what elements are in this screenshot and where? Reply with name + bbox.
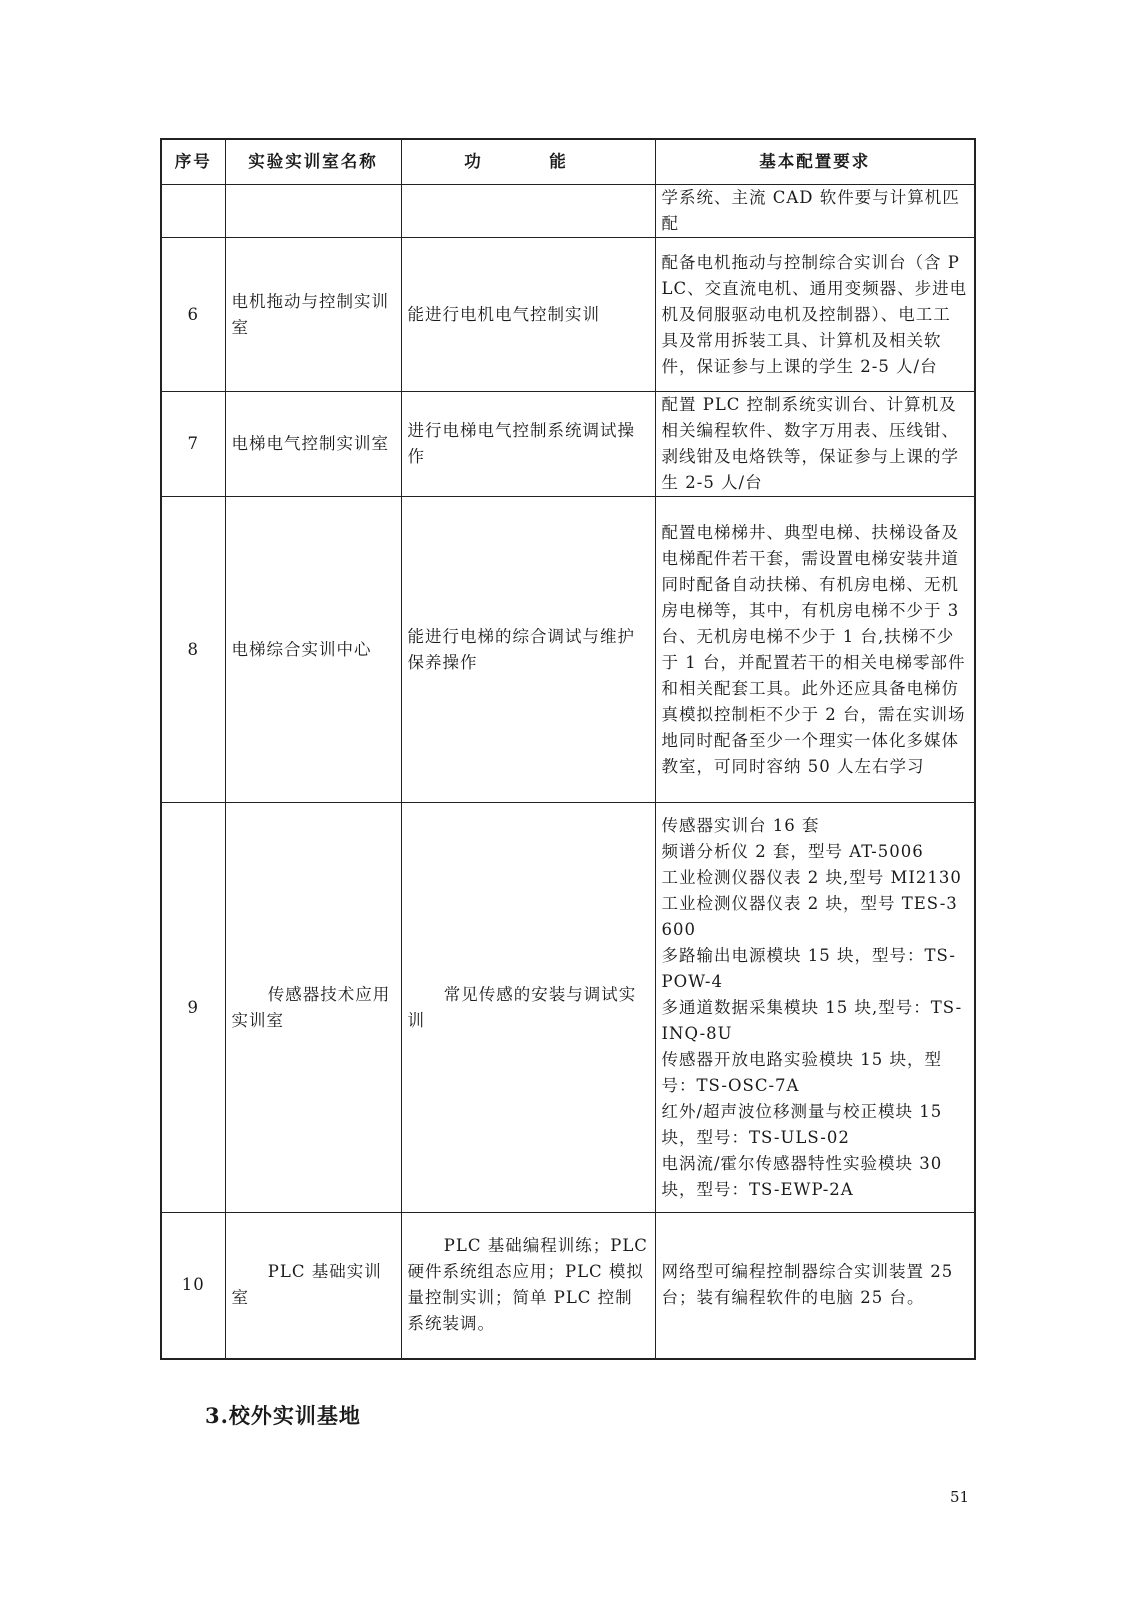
page-number: 51 <box>950 1488 970 1506</box>
row-function: PLC 基础编程训练；PLC 硬件系统组态应用；PLC 模拟量控制实训；简单 PLC 控制系统装调。 <box>401 1213 655 1359</box>
row-name: 电梯电气控制实训室 <box>225 392 401 497</box>
section-heading: 3.校外实训基地 <box>205 1403 361 1428</box>
table-row <box>161 238 975 392</box>
table-row <box>161 497 975 803</box>
row-function: 能进行电梯的综合调试与维护保养操作 <box>401 497 655 803</box>
header-no: 序号 <box>161 139 225 185</box>
table-row <box>161 392 975 497</box>
row-function: 能进行电机电气控制实训 <box>401 238 655 392</box>
row-no: 6 <box>161 238 225 392</box>
table-row <box>161 803 975 1213</box>
row-function: 进行电梯电气控制系统调试操作 <box>401 392 655 497</box>
row-no <box>161 185 225 238</box>
requirement-line: 配备电机拖动与控制综合实训台（含 PLC、交直流电机、通用变频器、步进电机及伺服驱动电机及控制器）、电工工具及常用拆装工具、计算机及相关软件，保证参与上课的学生 2-5 人/台 <box>661 252 968 376</box>
row-requirements <box>655 803 975 1213</box>
row-no: 10 <box>161 1213 225 1359</box>
row-no: 7 <box>161 392 225 497</box>
lab-configuration-table <box>160 138 976 1360</box>
requirement-line: 红外/超声波位移测量与校正模块 15 块，型号：TS-ULS-02 <box>661 1101 943 1147</box>
row-requirements <box>655 497 975 803</box>
requirement-line: 传感器实训台 16 套 <box>661 815 820 835</box>
requirement-line: 电涡流/霍尔传感器特性实验模块 30 块，型号：TS-EWP-2A <box>661 1153 943 1199</box>
row-name: PLC 基础实训室 <box>225 1213 401 1359</box>
row-no: 9 <box>161 803 225 1213</box>
row-requirements <box>655 238 975 392</box>
header-requirements: 基本配置要求 <box>655 139 975 185</box>
row-name: 电梯综合实训中心 <box>225 497 401 803</box>
row-function: 常见传感的安装与调试实训 <box>401 803 655 1213</box>
table-row <box>161 1213 975 1359</box>
row-requirements <box>655 185 975 238</box>
requirement-line: 多通道数据采集模块 15 块,型号：TS-INQ-8U <box>661 997 963 1043</box>
table-header-row <box>161 139 975 185</box>
requirement-line: 配置 PLC 控制系统实训台、计算机及相关编程软件、数字万用表、压线钳、剥线钳及电烙铁等，保证参与上课的学生 2-5 人/台 <box>661 395 959 492</box>
requirement-line: 传感器开放电路实验模块 15 块，型号：TS-OSC-7A <box>661 1049 942 1095</box>
requirement-line: 学系统、主流 CAD 软件要与计算机匹配 <box>661 188 960 233</box>
row-function <box>401 185 655 238</box>
row-requirements <box>655 1213 975 1359</box>
row-name: 电机拖动与控制实训室 <box>225 238 401 392</box>
requirement-line: 配置电梯梯井、典型电梯、扶梯设备及电梯配件若干套，需设置电梯安装井道同时配备自动扶梯、有机房电梯、无机房电梯等，其中，有机房电梯不少于 3 台、无机房电梯不少于 1 台,扶梯不少于 1 台，并配置若干的相关电梯零部件和相关配套工具。此外还应具备电梯仿真模拟控制柜不少于 2 台，需在实训场地同时配备至少一个理实一体化多媒体教室，可同时容纳 50 人左右学习 <box>661 522 966 776</box>
row-no: 8 <box>161 497 225 803</box>
table-row <box>161 185 975 238</box>
header-function: 功 能 <box>401 139 655 185</box>
requirement-line: 工业检测仪器仪表 2 块，型号 TES-3600 <box>661 893 958 939</box>
requirement-line: 网络型可编程控制器综合实训装置 25 台；装有编程软件的电脑 25 台。 <box>661 1262 954 1308</box>
requirement-line: 多路输出电源模块 15 块，型号：TS-POW-4 <box>661 945 956 991</box>
row-requirements <box>655 392 975 497</box>
row-name: 传感器技术应用实训室 <box>225 803 401 1213</box>
requirement-line: 工业检测仪器仪表 2 块,型号 MI2130 <box>661 867 962 887</box>
header-name: 实验实训室名称 <box>225 139 401 185</box>
requirement-line: 频谱分析仪 2 套，型号 AT-5006 <box>661 841 924 861</box>
row-name <box>225 185 401 238</box>
